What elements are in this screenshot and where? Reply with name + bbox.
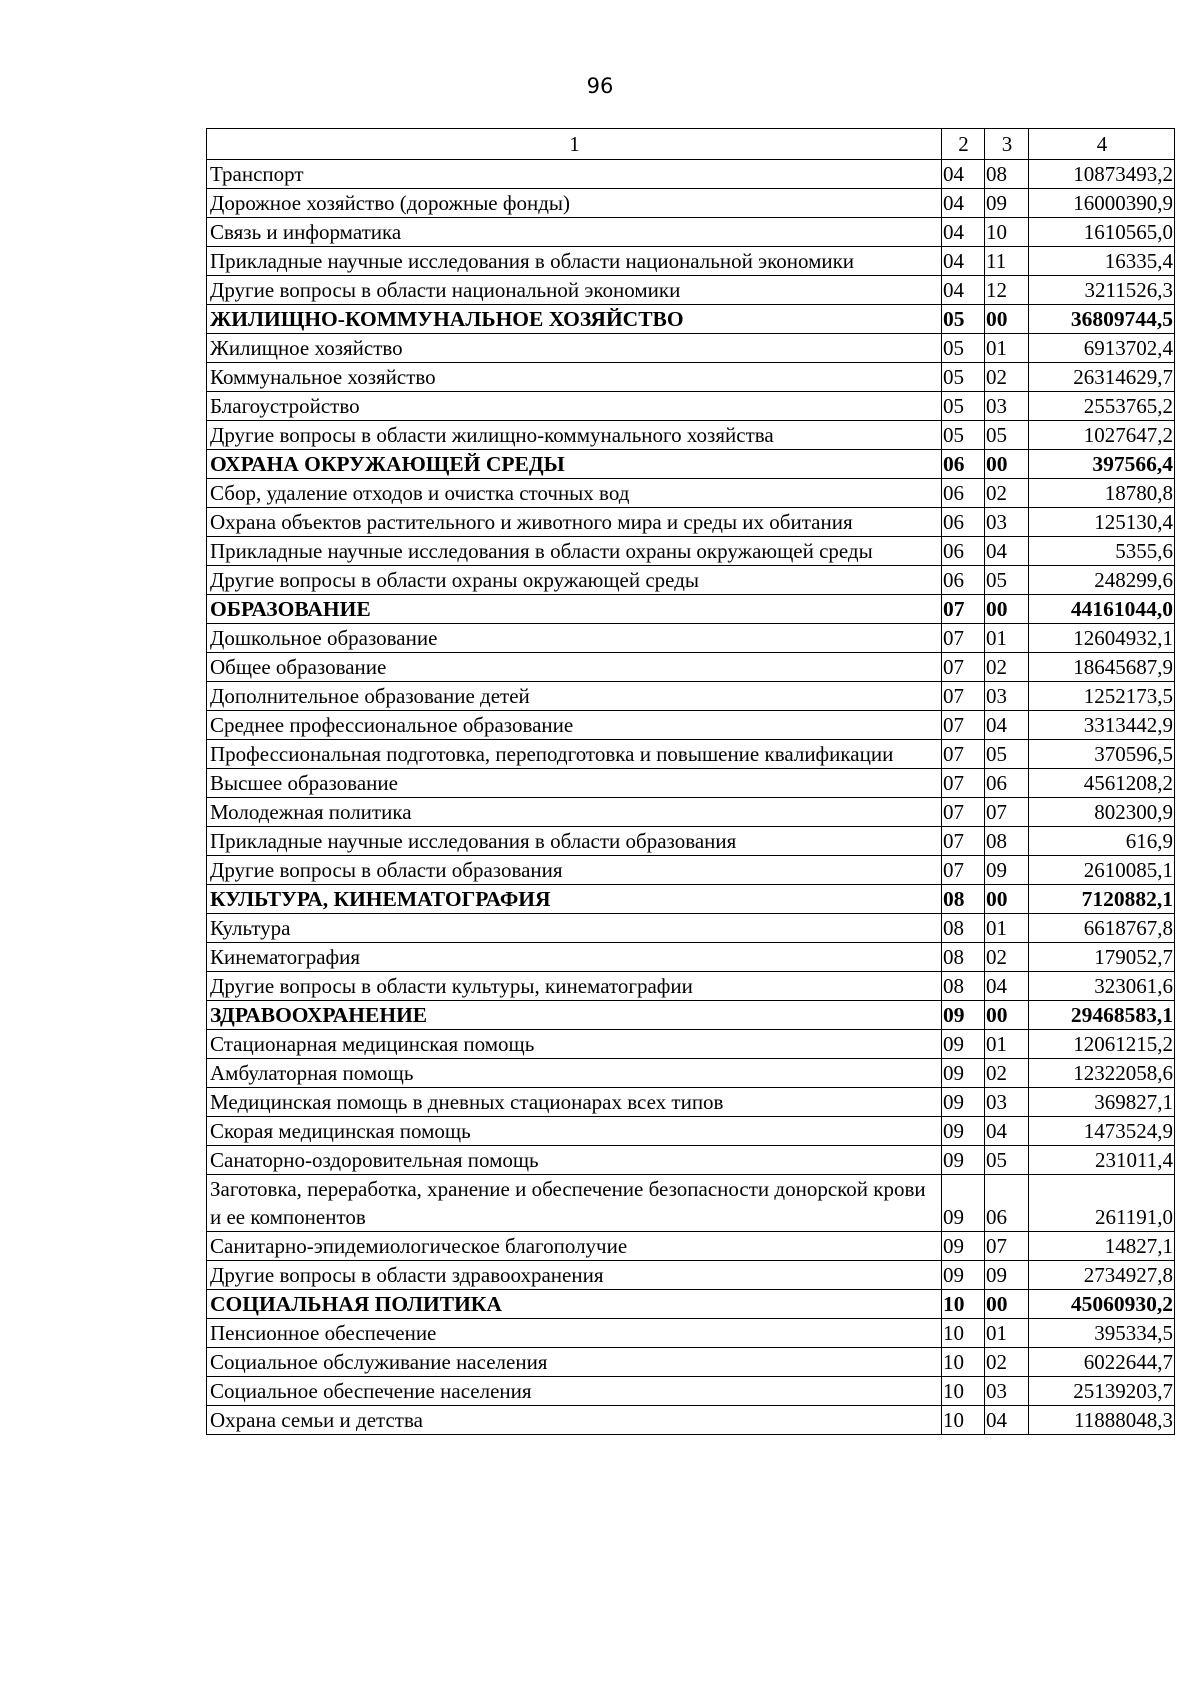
row-section-code: 06 (942, 537, 985, 566)
table-row (207, 363, 1175, 392)
row-section-code: 05 (942, 305, 985, 334)
row-subsection-code: 04 (985, 972, 1029, 1001)
table-row (207, 218, 1175, 247)
row-section-code: 04 (942, 247, 985, 276)
row-amount: 12604932,1 (1029, 624, 1175, 653)
row-amount: 5355,6 (1029, 537, 1175, 566)
row-section-code: 08 (942, 943, 985, 972)
row-amount: 10873493,2 (1029, 160, 1175, 189)
row-name: ОБРАЗОВАНИЕ (207, 595, 942, 624)
row-name: Дошкольное образование (207, 624, 942, 653)
row-subsection-code: 00 (985, 305, 1029, 334)
row-name: Среднее профессиональное образование (207, 711, 942, 740)
row-amount: 36809744,5 (1029, 305, 1175, 334)
row-subsection-code: 01 (985, 624, 1029, 653)
row-amount: 16000390,9 (1029, 189, 1175, 218)
row-section-code: 10 (942, 1348, 985, 1377)
row-name: Общее образование (207, 653, 942, 682)
row-subsection-code: 02 (985, 363, 1029, 392)
row-subsection-code: 06 (985, 769, 1029, 798)
row-name: Пенсионное обеспечение (207, 1319, 942, 1348)
row-name: Благоустройство (207, 392, 942, 421)
row-amount: 18645687,9 (1029, 653, 1175, 682)
row-name: Молодежная политика (207, 798, 942, 827)
row-name: Медицинская помощь в дневных стационарах всех типов (207, 1088, 942, 1117)
row-subsection-code: 02 (985, 479, 1029, 508)
row-section-code: 07 (942, 653, 985, 682)
table-row (207, 740, 1175, 769)
row-section-code: 09 (942, 1232, 985, 1261)
row-section-code: 09 (942, 1261, 985, 1290)
row-section-code: 07 (942, 711, 985, 740)
row-amount: 7120882,1 (1029, 885, 1175, 914)
row-subsection-code: 10 (985, 218, 1029, 247)
row-subsection-code: 03 (985, 1088, 1029, 1117)
column-header-amount: 4 (1029, 129, 1175, 160)
row-section-code: 09 (942, 1175, 985, 1232)
row-amount: 14827,1 (1029, 1232, 1175, 1261)
row-amount: 802300,9 (1029, 798, 1175, 827)
row-amount: 1027647,2 (1029, 421, 1175, 450)
row-amount: 1610565,0 (1029, 218, 1175, 247)
row-name: Связь и информатика (207, 218, 942, 247)
row-name: Высшее образование (207, 769, 942, 798)
row-subsection-code: 00 (985, 1290, 1029, 1319)
row-name: Прикладные научные исследования в области охраны окружающей среды (207, 537, 942, 566)
table-row (207, 334, 1175, 363)
row-amount: 261191,0 (1029, 1175, 1175, 1232)
row-amount: 3313442,9 (1029, 711, 1175, 740)
row-section-code: 10 (942, 1406, 985, 1435)
row-subsection-code: 03 (985, 1377, 1029, 1406)
table-row (207, 653, 1175, 682)
row-section-code: 07 (942, 827, 985, 856)
row-subsection-code: 01 (985, 914, 1029, 943)
table-row (207, 189, 1175, 218)
row-section-code: 08 (942, 885, 985, 914)
column-header-section: 2 (942, 129, 985, 160)
row-name: ЗДРАВООХРАНЕНИЕ (207, 1001, 942, 1030)
row-amount: 323061,6 (1029, 972, 1175, 1001)
table-row (207, 856, 1175, 885)
table-row (207, 392, 1175, 421)
table-row (207, 276, 1175, 305)
table-row (207, 972, 1175, 1001)
row-name: Культура (207, 914, 942, 943)
table-row (207, 566, 1175, 595)
row-subsection-code: 09 (985, 1261, 1029, 1290)
row-amount: 397566,4 (1029, 450, 1175, 479)
table-row (207, 1377, 1175, 1406)
row-subsection-code: 08 (985, 827, 1029, 856)
row-section-code: 07 (942, 856, 985, 885)
table-row (207, 682, 1175, 711)
row-amount: 616,9 (1029, 827, 1175, 856)
table-row (207, 537, 1175, 566)
row-section-code: 07 (942, 624, 985, 653)
row-section-code: 09 (942, 1146, 985, 1175)
table-row (207, 914, 1175, 943)
row-name: Амбулаторная помощь (207, 1059, 942, 1088)
table-row (207, 711, 1175, 740)
table-row (207, 798, 1175, 827)
row-name: Прикладные научные исследования в области национальной экономики (207, 247, 942, 276)
row-amount: 1473524,9 (1029, 1117, 1175, 1146)
row-amount: 248299,6 (1029, 566, 1175, 595)
column-header-subsection: 3 (985, 129, 1029, 160)
row-subsection-code: 05 (985, 566, 1029, 595)
row-section-code: 07 (942, 595, 985, 624)
row-name: Другие вопросы в области охраны окружающей среды (207, 566, 942, 595)
section-row (207, 1290, 1175, 1319)
row-name: ОХРАНА ОКРУЖАЮЩЕЙ СРЕДЫ (207, 450, 942, 479)
row-subsection-code: 01 (985, 334, 1029, 363)
row-subsection-code: 07 (985, 798, 1029, 827)
row-subsection-code: 09 (985, 189, 1029, 218)
row-section-code: 07 (942, 798, 985, 827)
row-subsection-code: 04 (985, 711, 1029, 740)
row-name: Социальное обеспечение населения (207, 1377, 942, 1406)
row-subsection-code: 02 (985, 1348, 1029, 1377)
row-subsection-code: 04 (985, 537, 1029, 566)
section-row (207, 885, 1175, 914)
row-subsection-code: 05 (985, 1146, 1029, 1175)
table-row (207, 479, 1175, 508)
row-name: Прикладные научные исследования в области образования (207, 827, 942, 856)
row-name: Другие вопросы в области культуры, кинематографии (207, 972, 942, 1001)
table-row (207, 1117, 1175, 1146)
table-row (207, 943, 1175, 972)
row-section-code: 08 (942, 972, 985, 1001)
row-amount: 6618767,8 (1029, 914, 1175, 943)
row-name: Стационарная медицинская помощь (207, 1030, 942, 1059)
row-subsection-code: 03 (985, 508, 1029, 537)
row-section-code: 04 (942, 218, 985, 247)
row-section-code: 09 (942, 1117, 985, 1146)
row-section-code: 05 (942, 363, 985, 392)
row-name: КУЛЬТУРА, КИНЕМАТОГРАФИЯ (207, 885, 942, 914)
row-section-code: 09 (942, 1030, 985, 1059)
row-name: Жилищное хозяйство (207, 334, 942, 363)
table-body (207, 160, 1175, 1435)
row-section-code: 05 (942, 421, 985, 450)
row-subsection-code: 03 (985, 682, 1029, 711)
row-name: Сбор, удаление отходов и очистка сточных вод (207, 479, 942, 508)
row-subsection-code: 04 (985, 1117, 1029, 1146)
table-row (207, 1319, 1175, 1348)
row-subsection-code: 02 (985, 943, 1029, 972)
row-amount: 231011,4 (1029, 1146, 1175, 1175)
row-amount: 395334,5 (1029, 1319, 1175, 1348)
table-row (207, 1088, 1175, 1117)
row-name: Кинематография (207, 943, 942, 972)
row-section-code: 07 (942, 769, 985, 798)
row-section-code: 09 (942, 1059, 985, 1088)
row-subsection-code: 01 (985, 1319, 1029, 1348)
table-row (207, 1030, 1175, 1059)
row-amount: 1252173,5 (1029, 682, 1175, 711)
row-name: ЖИЛИЩНО-КОММУНАЛЬНОЕ ХОЗЯЙСТВО (207, 305, 942, 334)
table-header-row (207, 129, 1175, 160)
table-row (207, 1348, 1175, 1377)
row-name: Санаторно-оздоровительная помощь (207, 1146, 942, 1175)
row-amount: 45060930,2 (1029, 1290, 1175, 1319)
row-name: Дополнительное образование детей (207, 682, 942, 711)
budget-table (206, 128, 1175, 1435)
row-amount: 26314629,7 (1029, 363, 1175, 392)
row-amount: 2734927,8 (1029, 1261, 1175, 1290)
section-row (207, 450, 1175, 479)
row-name: Дорожное хозяйство (дорожные фонды) (207, 189, 942, 218)
row-subsection-code: 00 (985, 885, 1029, 914)
row-section-code: 06 (942, 508, 985, 537)
row-amount: 179052,7 (1029, 943, 1175, 972)
table-row (207, 1406, 1175, 1435)
row-amount: 25139203,7 (1029, 1377, 1175, 1406)
row-amount: 6022644,7 (1029, 1348, 1175, 1377)
row-subsection-code: 00 (985, 450, 1029, 479)
row-subsection-code: 07 (985, 1232, 1029, 1261)
page-number: 96 (586, 74, 614, 98)
row-name: Транспорт (207, 160, 942, 189)
row-amount: 12322058,6 (1029, 1059, 1175, 1088)
row-section-code: 10 (942, 1290, 985, 1319)
row-amount: 4561208,2 (1029, 769, 1175, 798)
row-amount: 2553765,2 (1029, 392, 1175, 421)
row-amount: 369827,1 (1029, 1088, 1175, 1117)
row-section-code: 08 (942, 914, 985, 943)
row-subsection-code: 11 (985, 247, 1029, 276)
row-amount: 12061215,2 (1029, 1030, 1175, 1059)
section-row (207, 1001, 1175, 1030)
row-name: Заготовка, переработка, хранение и обеспечение безопасности донорской крови и ее компонентов (207, 1175, 942, 1232)
table-row (207, 1059, 1175, 1088)
row-name: Охрана объектов растительного и животного мира и среды их обитания (207, 508, 942, 537)
table-row (207, 508, 1175, 537)
row-name: Профессиональная подготовка, переподготовка и повышение квалификации (207, 740, 942, 769)
row-section-code: 04 (942, 160, 985, 189)
row-section-code: 06 (942, 479, 985, 508)
row-subsection-code: 06 (985, 1175, 1029, 1232)
row-subsection-code: 01 (985, 1030, 1029, 1059)
row-subsection-code: 04 (985, 1406, 1029, 1435)
row-amount: 2610085,1 (1029, 856, 1175, 885)
row-amount: 29468583,1 (1029, 1001, 1175, 1030)
row-subsection-code: 08 (985, 160, 1029, 189)
section-row (207, 595, 1175, 624)
row-section-code: 09 (942, 1088, 985, 1117)
table-row (207, 160, 1175, 189)
row-section-code: 05 (942, 334, 985, 363)
row-name: Охрана семьи и детства (207, 1406, 942, 1435)
row-subsection-code: 00 (985, 595, 1029, 624)
row-subsection-code: 02 (985, 653, 1029, 682)
section-row (207, 305, 1175, 334)
table-row (207, 624, 1175, 653)
table-row (207, 769, 1175, 798)
row-subsection-code: 09 (985, 856, 1029, 885)
table-row (207, 1232, 1175, 1261)
row-name: Санитарно-эпидемиологическое благополучие (207, 1232, 942, 1261)
row-amount: 16335,4 (1029, 247, 1175, 276)
row-section-code: 05 (942, 392, 985, 421)
row-name: Скорая медицинская помощь (207, 1117, 942, 1146)
row-section-code: 04 (942, 276, 985, 305)
row-amount: 18780,8 (1029, 479, 1175, 508)
row-section-code: 07 (942, 682, 985, 711)
row-amount: 6913702,4 (1029, 334, 1175, 363)
table-row (207, 827, 1175, 856)
row-subsection-code: 05 (985, 740, 1029, 769)
row-subsection-code: 12 (985, 276, 1029, 305)
row-section-code: 07 (942, 740, 985, 769)
row-amount: 3211526,3 (1029, 276, 1175, 305)
row-section-code: 04 (942, 189, 985, 218)
table-row (207, 1175, 1175, 1232)
row-name: Другие вопросы в области здравоохранения (207, 1261, 942, 1290)
row-amount: 11888048,3 (1029, 1406, 1175, 1435)
row-amount: 44161044,0 (1029, 595, 1175, 624)
row-name: Другие вопросы в области жилищно-коммунального хозяйства (207, 421, 942, 450)
row-name: Социальное обслуживание населения (207, 1348, 942, 1377)
row-name: Другие вопросы в области образования (207, 856, 942, 885)
row-section-code: 10 (942, 1319, 985, 1348)
row-section-code: 09 (942, 1001, 985, 1030)
row-subsection-code: 05 (985, 421, 1029, 450)
row-amount: 370596,5 (1029, 740, 1175, 769)
row-name: Коммунальное хозяйство (207, 363, 942, 392)
row-section-code: 06 (942, 566, 985, 595)
column-header-name: 1 (207, 129, 942, 160)
row-subsection-code: 00 (985, 1001, 1029, 1030)
row-subsection-code: 02 (985, 1059, 1029, 1088)
row-section-code: 06 (942, 450, 985, 479)
row-amount: 125130,4 (1029, 508, 1175, 537)
row-name: СОЦИАЛЬНАЯ ПОЛИТИКА (207, 1290, 942, 1319)
table-row (207, 421, 1175, 450)
row-subsection-code: 03 (985, 392, 1029, 421)
table-row (207, 247, 1175, 276)
table-row (207, 1146, 1175, 1175)
table-row (207, 1261, 1175, 1290)
row-section-code: 10 (942, 1377, 985, 1406)
row-name: Другие вопросы в области национальной экономики (207, 276, 942, 305)
